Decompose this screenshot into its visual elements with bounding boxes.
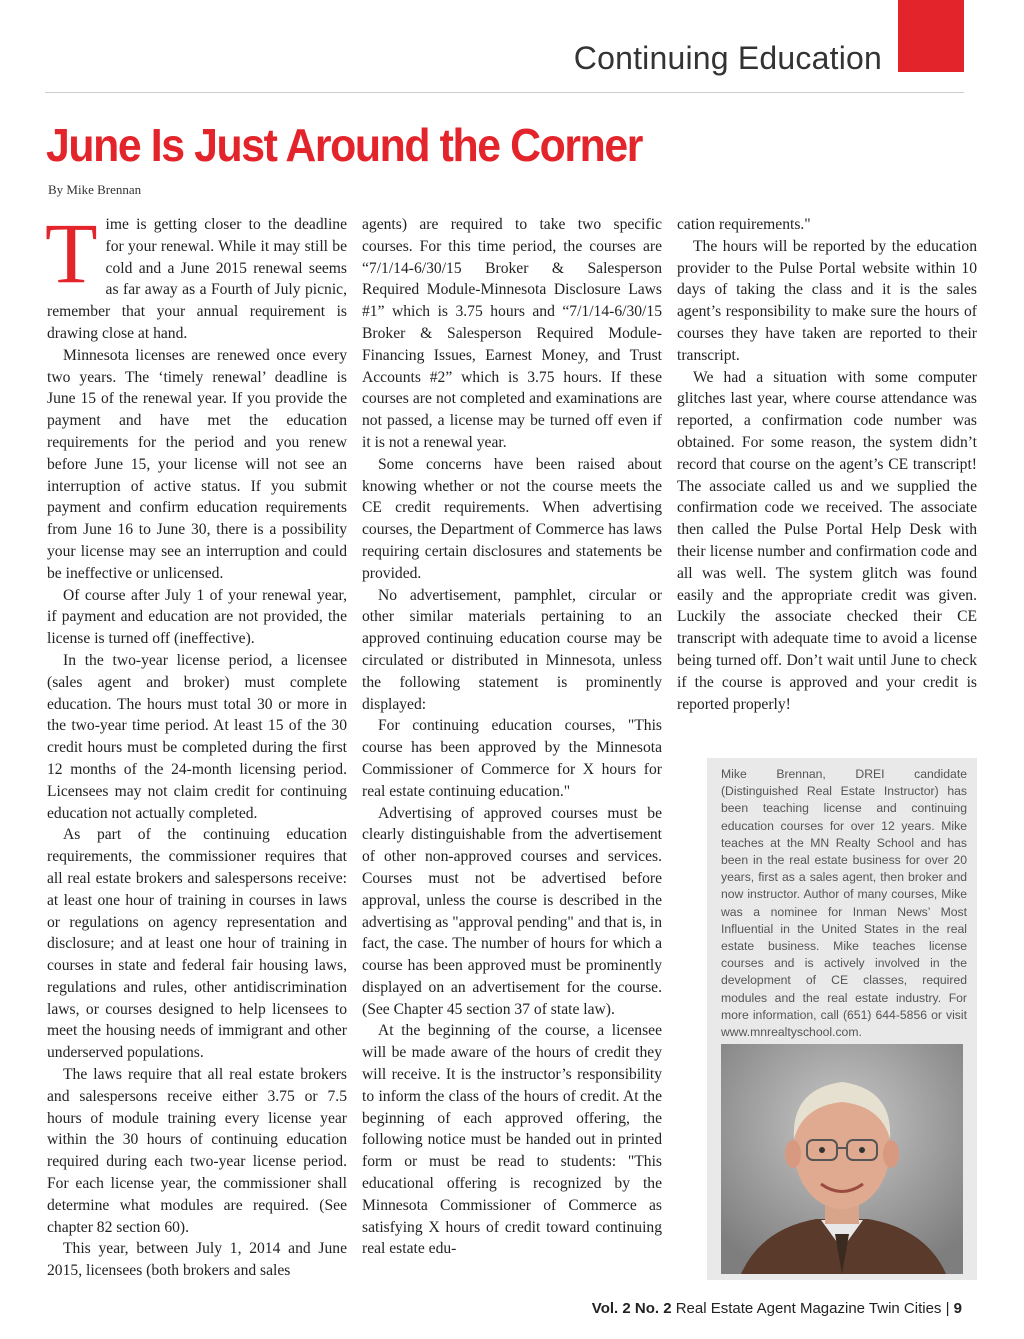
paragraph: Minnesota licenses are renewed once every two years. The ‘timely renewal’ deadline is June 15 of the renewal year. If you provide the payment and have met the education requirements for the period and you renew before June 15, your license will not see an interruption of active status. If you submit payment and confirm education requirements from June 16 to June 30, there is a possibility your license may see an interruption and could be ineffective or unlicensed.: [47, 346, 347, 582]
drop-cap: T: [45, 205, 98, 301]
author-photo: [721, 1044, 963, 1274]
column-1: [45, 205, 347, 1282]
paragraph: The hours will be reported by the education provider to the Pulse Portal website within 10 days of taking the class and it is the sales agent’s responsibility to make sure the hours of courses they have taken are reported to their transcript.: [677, 237, 977, 364]
paragraph: No advertisement, pamphlet, circular or other similar materials pertaining to an approved continuing education course may be circulated or distributed in Minnesota, unless the following statement is prominently displayed:: [362, 586, 662, 713]
column-2: [362, 214, 662, 1260]
magazine-name: Real Estate Agent Magazine Twin Cities |: [671, 1300, 954, 1317]
column-3: [677, 214, 977, 715]
paragraph: Some concerns have been raised about knowing whether or not the course meets the CE credit requirements. When advertising courses, the Department of Commerce has laws requiring certain disclosures and statements be provided.: [362, 455, 662, 582]
paragraph: In the two-year license period, a licensee (sales agent and broker) must complete education. The hours must total 30 or more in the two-year time period. At least 15 of the 30 credit hours must be completed during the first 12 months of the 24-month licensing period. Licensees may not claim credit for continuing education not actually completed.: [47, 651, 347, 822]
paragraph: agents) are required to take two specific courses. For this time period, the courses are “7/1/14-6/30/15 Broker & Salesperson Required Module-Minnesota Disclosure Laws #1” which is 3.75 hours and “7/1/14-6/30/15 Broker & Salesperson Required Module-Financing Issues, Earnest Money, and Trust Accounts #2” which is 3.75 hours. If these courses are not completed and examinations are not passed, a license may be turned off even if it is not a renewal year.: [362, 216, 662, 451]
paragraph: cation requirements.": [677, 216, 811, 233]
paragraph: This year, between July 1, 2014 and June 2015, licensees (both brokers and sales: [47, 1240, 347, 1280]
paragraph: At the beginning of the course, a licensee will be made aware of the hours of credit they will receive. It is the instructor’s responsibility to inform the class of the hours of credit. At the beginning of each approved offering, the following notice must be handed out in printed form or must be read to students: "This educational offering is recognized by the Minnesota Commissioner of Commerce as satisfying X hours of credit toward continuing real estate edu-: [362, 1022, 662, 1258]
author-bio: Mike Brennan, DREI candidate (Distinguished Real Estate Instructor) has been teaching license and continuing education courses for over 12 years. Mike teaches at the MN Realty School and has been in the real estate business for over 20 years, first as a sales agent, then broker and now instructor. Author of many courses, Mike was a nominee for Inman News’ Most Influential in the United States in the real estate business. Mike teaches license courses and is actively involved in the development of CE classes, required modules and the real estate industry. For more information, call (651) 644-5856 or visit www.mnrealtyschool.com.: [721, 767, 967, 1040]
first-paragraph-text: ime is getting closer to the deadline for your renewal. While it may still be cold and a June 2015 renewal seems as far away as a Fourth of July picnic, remember that your annual requirement is drawing close at hand.: [47, 216, 347, 342]
paragraph: As part of the continuing education requirements, the commissioner requires that all real estate brokers and salespersons receive: at least one hour of training in courses in laws or regulations on agency representation and disclosure; and at least one hour of training in courses in state and federal fair housing laws, regulations and rules, other antidiscrimination laws, or courses designed to help licensees to meet the housing needs of immigrant and other underserved populations.: [47, 826, 347, 1062]
section-rule: [45, 92, 964, 93]
section-title: Continuing Education: [573, 40, 882, 76]
paragraph: For continuing education courses, "This course has been approved by the Minnesota Commissioner of Commerce for X hours for real estate continuing education.": [362, 717, 662, 800]
paragraph: We had a situation with some computer glitches last year, where course attendance was reported, a confirmation code number was obtained. For some reason, the system didn’t record that course on the agent’s CE transcript! The associate called us and we supplied the confirmation code we received. The associate then called the Pulse Portal Help Desk with their license number and confirmation code and all was well. The system glitch was found easily and the appropriate credit was given. Luckily the associate checked their CE transcript with adequate time to avoid a license being turned off. Don’t wait until June to check if the course is approved and your credit is reported properly!: [677, 368, 977, 713]
issue-label: Vol. 2 No. 2: [591, 1300, 672, 1317]
article-title: June Is Just Around the Corner: [46, 119, 642, 171]
byline: By Mike Brennan: [48, 182, 142, 197]
page-number: 9: [953, 1300, 962, 1317]
paragraph: The laws require that all real estate brokers and salespersons receive either 3.75 or 7.5 hours of module training every license year within the 30 hours of continuing education required during each two-year license period. For each license year, the commissioner shall determine what modules are required. (See chapter 82 section 60).: [47, 1066, 347, 1236]
author-portrait-icon: [721, 1044, 963, 1274]
section-tab: [898, 0, 964, 72]
first-paragraph: [45, 205, 347, 345]
paragraph: Advertising of approved courses must be clearly distinguishable from the advertisement of other non-approved courses and services. Courses must not be advertised before approval, unless the course is described in the advertising as "approval pending" and that is, in fact, the case. The number of hours for which a course has been approved must be prominently displayed on an advertisement for the course. (See Chapter 45 section 37 of state law).: [362, 804, 662, 1018]
paragraph: Of course after July 1 of your renewal year, if payment and education are not provided, the license is turned off (ineffective).: [47, 586, 347, 648]
author-bio-box: [707, 758, 977, 1280]
page-footer: [592, 1300, 962, 1317]
